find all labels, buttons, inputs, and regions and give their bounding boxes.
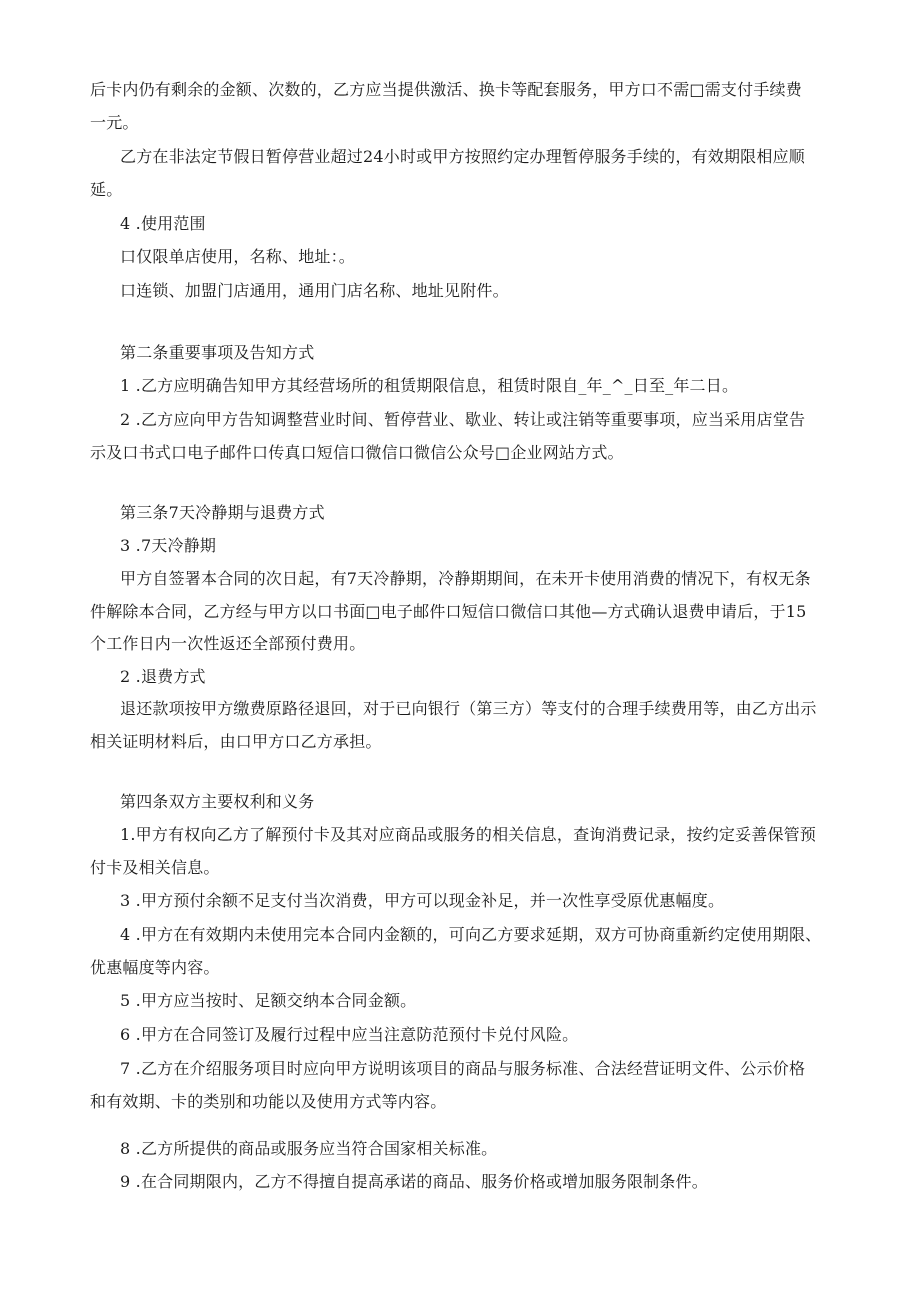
paragraph-line: 延。: [90, 180, 123, 199]
checkbox-option-line: 口仅限单店使用，名称、地址：。: [120, 247, 356, 266]
section-heading: 第二条重要事项及告知方式: [120, 343, 315, 362]
paragraph-line: 示及口书式口电子邮件口传真口短信口微信口微信公众号□企业网站方式。: [90, 443, 624, 462]
paragraph-line: 付卡及相关信息。: [90, 858, 220, 877]
paragraph-line: 4 .甲方在有效期内未使用完本合同内金额的，可向乙方要求延期，双方可协商重新约定使用期限、: [120, 925, 822, 944]
paragraph-line: 甲方自签署本合同的次日起，有7天冷静期，冷静期期间，在未开卡使用消费的情况下，有权无条: [120, 569, 811, 588]
paragraph-line: 1 .乙方应明确告知甲方其经营场所的租赁期限信息，租赁时限自_年_^_日至_年二日。: [120, 376, 739, 395]
section-heading: 第四条双方主要权利和义务: [120, 792, 315, 811]
paragraph-line: 后卡内仍有剩余的金额、次数的，乙方应当提供激活、换卡等配套服务，甲方口不需□需支付手续费: [90, 80, 802, 99]
paragraph-line: 相关证明材料后，由口甲方口乙方承担。: [90, 732, 382, 751]
paragraph-line: 5 .甲方应当按时、足额交纳本合同金额。: [120, 991, 417, 1010]
paragraph-line: 个工作日内一次性返还全部预付费用。: [90, 634, 366, 653]
paragraph-line: 一元。: [90, 113, 139, 132]
paragraph-line: 1.甲方有权向乙方了解预付卡及其对应商品或服务的相关信息，查询消费记录，按约定妥善保管预: [120, 825, 817, 844]
paragraph-line: 6 .甲方在合同签订及履行过程中应当注意防范预付卡兑付风险。: [120, 1025, 579, 1044]
paragraph-line: 和有效期、卡的类别和功能以及使用方式等内容。: [90, 1092, 447, 1111]
paragraph-line: 9 .在合同期限内，乙方不得擅自提高承诺的商品、服务价格或增加服务限制条件。: [120, 1172, 708, 1191]
paragraph-line: 优惠幅度等内容。: [90, 958, 220, 977]
list-item-heading: 3 .7天冷静期: [120, 536, 217, 555]
checkbox-option-line: 口连锁、加盟门店通用，通用门店名称、地址见附件。: [120, 281, 509, 300]
paragraph-line: 3 .甲方预付余额不足支付当次消费，甲方可以现金补足，并一次性享受原优惠幅度。: [120, 891, 725, 910]
paragraph-line: 8 .乙方所提供的商品或服务应当符合国家相关标准。: [120, 1139, 498, 1158]
paragraph-line: 件解除本合同，乙方经与甲方以口书面□电子邮件口短信口微信口其他—方式确认退费申请后，于15: [90, 602, 807, 621]
paragraph-line: 7 .乙方在介绍服务项目时应向甲方说明该项目的商品与服务标准、合法经营证明文件、公示价格: [120, 1059, 806, 1078]
section-heading: 第三条7天冷静期与退费方式: [120, 503, 325, 522]
paragraph-line: 2 .乙方应向甲方告知调整营业时间、暂停营业、歇业、转让或注销等重要事项，应当采用店堂告: [120, 410, 806, 429]
paragraph-line: 乙方在非法定节假日暂停营业超过24小时或甲方按照约定办理暂停服务手续的，有效期限相应顺: [120, 147, 805, 166]
list-item-heading: 4 .使用范围: [120, 214, 206, 233]
list-item-heading: 2 .退费方式: [120, 667, 206, 686]
paragraph-line: 退还款项按甲方缴费原路径退回，对于已向银行（第三方）等支付的合理手续费用等，由乙方出示: [120, 699, 817, 718]
